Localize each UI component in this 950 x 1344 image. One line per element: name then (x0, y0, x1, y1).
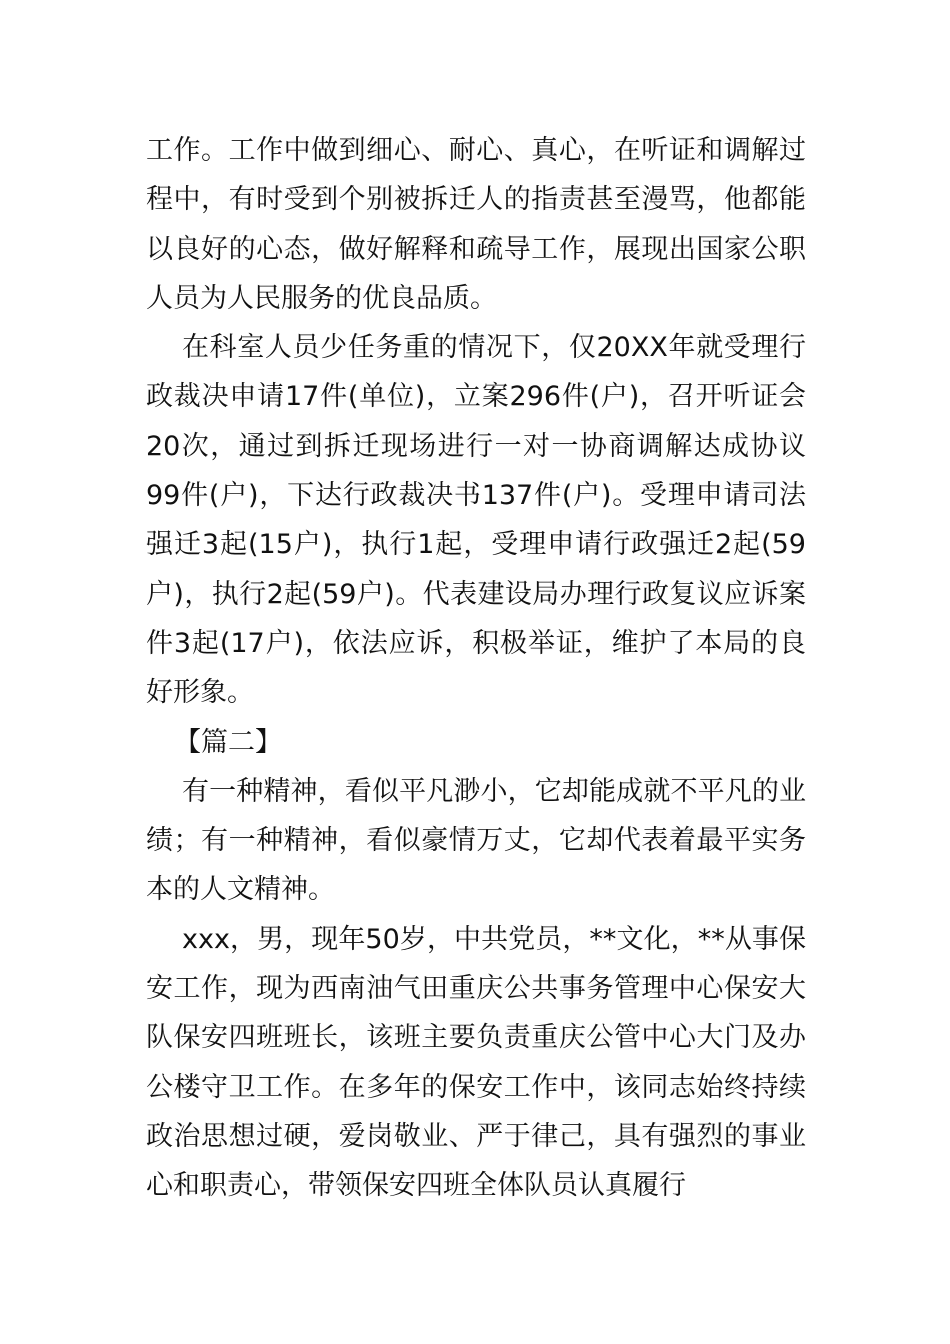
document-page (146, 126, 806, 1211)
paragraph-1: 工作。工作中做到细心、耐心、真心，在听证和调解过程中，有时受到个别被拆迁人的指责甚至漫骂，他都能以良好的心态，做好解释和疏导工作，展现出国家公职人员为人民服务的优良品质。 (146, 135, 806, 314)
paragraph-4: xxx，男，现年50岁，中共党员，**文化，**从事保安工作，现为西南油气田重庆公共事务管理中心保安大队保安四班班长，该班主要负责重庆公管中心大门及办公楼守卫工作。在多年的保安工作中，该同志始终持续政治思想过硬，爱岗敬业、严于律己，具有强烈的事业心和职责心，带领保安四班全体队员认真履行 (146, 923, 806, 1202)
paragraph-2: 在科室人员少任务重的情况下，仅20XX年就受理行政裁决申请17件(单位)，立案296件(户)，召开听证会20次，通过到拆迁现场进行一对一协商调解达成协议99件(户)，下达行政裁决书137件(户)。受理申请司法强迁3起(15户)，执行1起，受理申请行政强迁2起(59户)，执行2起(59户)。代表建设局办理行政复议应诉案件3起(17户)，依法应诉，积极举证，维护了本局的良好形象。 (146, 332, 806, 709)
paragraph-3: 有一种精神，看似平凡渺小，它却能成就不平凡的业绩；有一种精神，看似豪情万丈，它却代表着最平实务本的人文精神。 (146, 775, 806, 906)
section-heading: 【篇二】 (174, 726, 282, 758)
